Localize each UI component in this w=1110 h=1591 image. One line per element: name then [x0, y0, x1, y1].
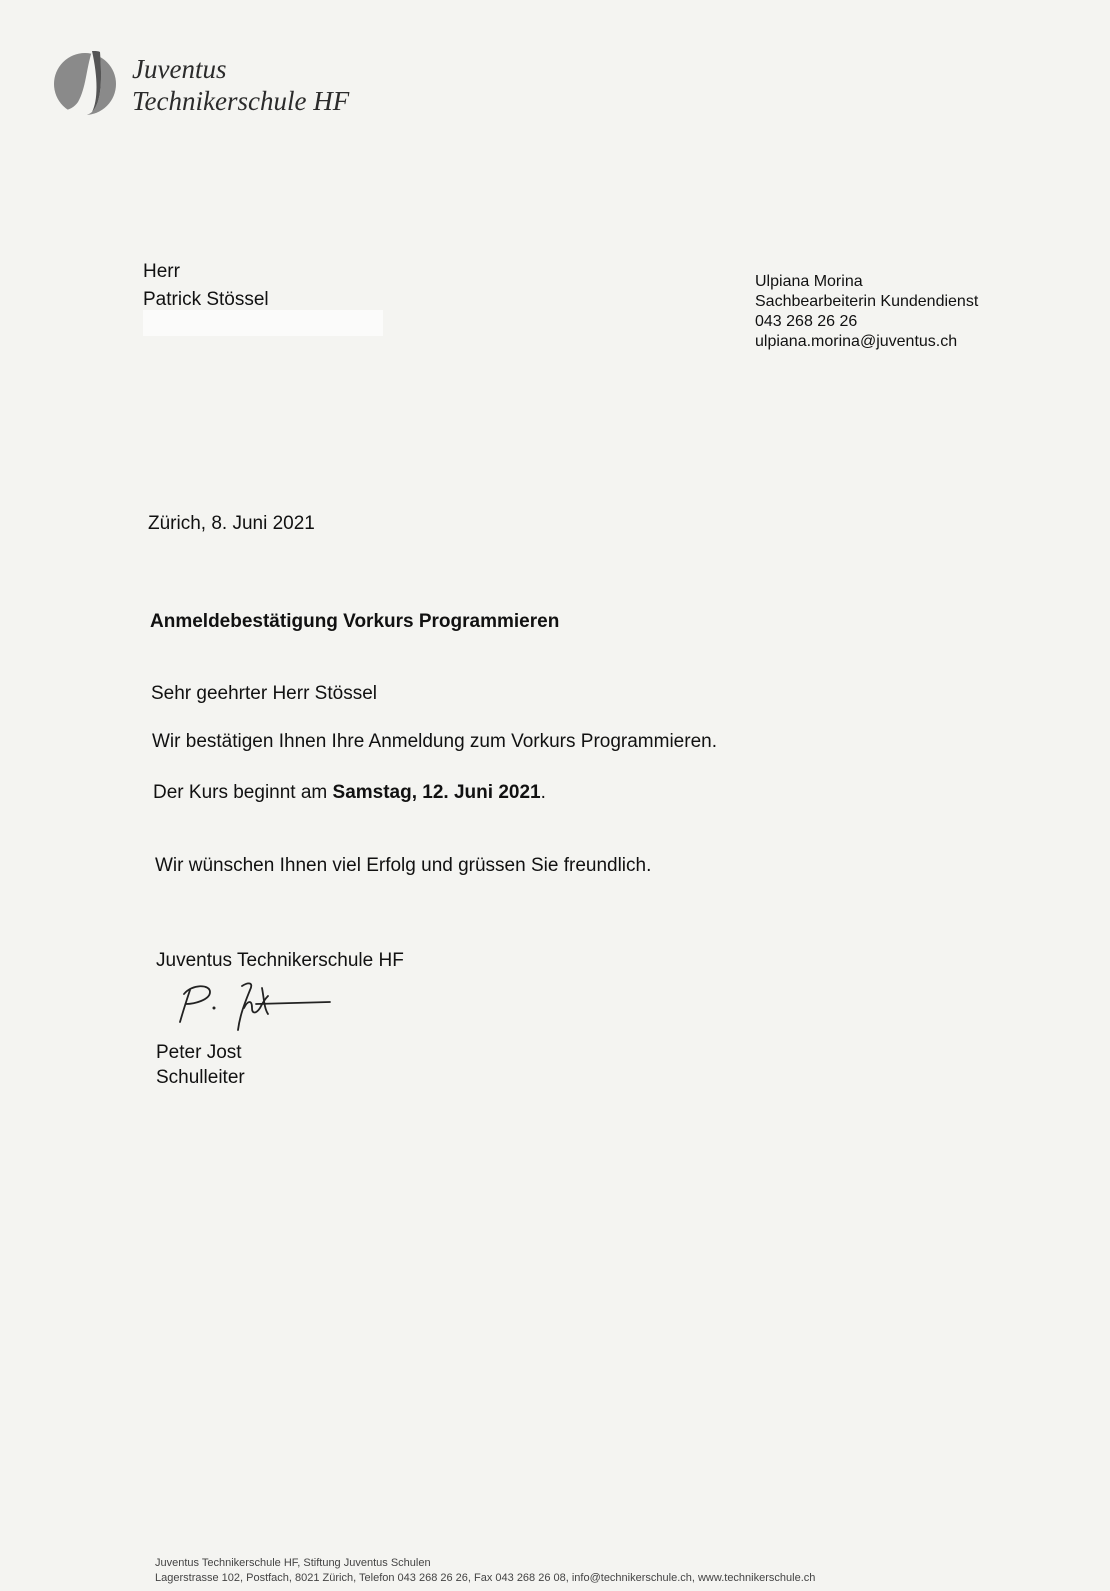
paragraph-2-prefix: Der Kurs beginnt am	[153, 782, 333, 803]
contact-email: ulpiana.morina@juventus.ch	[755, 333, 958, 350]
contact-phone: 043 268 26 26	[755, 313, 858, 330]
contact-name: Ulpiana Morina	[755, 273, 863, 290]
juventus-j-logo-icon	[52, 48, 122, 120]
signer-name: Peter Jost	[156, 1042, 242, 1063]
letterhead-name-line1: Juventus	[132, 54, 227, 84]
signer-title: Schulleiter	[156, 1067, 245, 1088]
paragraph-2-suffix: .	[540, 782, 546, 803]
footer-line-2: Lagerstrasse 102, Postfach, 8021 Zürich, Telefon 043 268 26 26, Fax 043 268 26 08, info@technikerschule.ch, www.technikerschule.ch	[155, 1572, 816, 1584]
letter-subject: Anmeldebestätigung Vorkurs Programmieren	[150, 611, 560, 632]
letter-paragraph-1: Wir bestätigen Ihnen Ihre Anmeldung zum Vorkurs Programmieren.	[152, 731, 717, 752]
recipient-name: Patrick Stössel	[143, 289, 269, 310]
handwritten-signature-icon	[170, 978, 340, 1038]
letterhead-logo	[52, 48, 382, 128]
signer-block	[156, 1040, 245, 1090]
letter-greeting: Sehr geehrter Herr Stössel	[151, 683, 377, 704]
letter-paragraph-2	[153, 782, 546, 804]
letterhead-name-line2: Technikerschule HF	[132, 86, 350, 116]
recipient-salutation: Herr	[143, 261, 180, 282]
contact-block	[755, 272, 978, 352]
letter-footer	[155, 1556, 815, 1586]
redacted-address-area	[143, 310, 383, 336]
contact-role: Sachbearbeiterin Kundendienst	[755, 293, 979, 310]
letter-closing: Wir wünschen Ihnen viel Erfolg und grüssen Sie freundlich.	[155, 855, 652, 876]
letter-date: Zürich, 8. Juni 2021	[148, 513, 315, 534]
footer-line-1: Juventus Technikerschule HF, Stiftung Juventus Schulen	[155, 1557, 431, 1569]
recipient-address	[143, 258, 269, 314]
course-start-date: Samstag, 12. Juni 2021	[332, 782, 541, 803]
signature-organization: Juventus Technikerschule HF	[156, 950, 404, 971]
